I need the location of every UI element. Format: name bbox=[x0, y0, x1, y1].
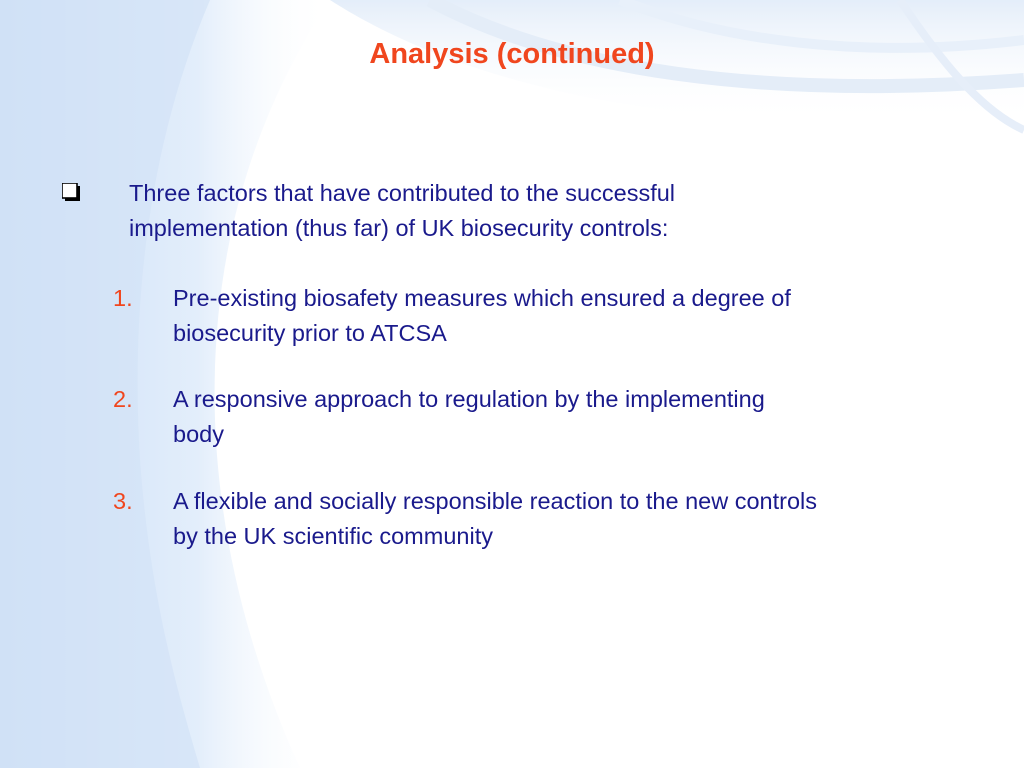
slide-title: Analysis (continued) bbox=[369, 38, 655, 70]
main-bullet-text bbox=[129, 176, 929, 246]
list-item-number-1: 1. bbox=[113, 285, 133, 311]
list-item-2-line-1: A responsive approach to regulation by the implementing bbox=[173, 386, 765, 412]
list-item-3 bbox=[173, 484, 973, 554]
list-item-number-3: 3. bbox=[113, 488, 133, 514]
list-item-3-line-1: A flexible and socially responsible reaction to the new controls bbox=[173, 488, 818, 514]
list-item-2 bbox=[173, 382, 973, 452]
checkbox-square-icon bbox=[62, 183, 80, 201]
list-item-1-line-2: biosecurity prior to ATCSA bbox=[173, 320, 447, 346]
list-item-number-2: 2. bbox=[113, 386, 133, 412]
list-item-3-line-2: by the UK scientific community bbox=[173, 523, 493, 549]
list-item-1 bbox=[173, 281, 973, 351]
list-item-1-line-1: Pre-existing biosafety measures which ensured a degree of bbox=[173, 285, 791, 311]
main-bullet-line-2: implementation (thus far) of UK biosecurity controls: bbox=[129, 215, 669, 241]
list-item-2-line-2: body bbox=[173, 421, 224, 447]
main-bullet-line-1: Three factors that have contributed to the successful bbox=[129, 180, 676, 206]
